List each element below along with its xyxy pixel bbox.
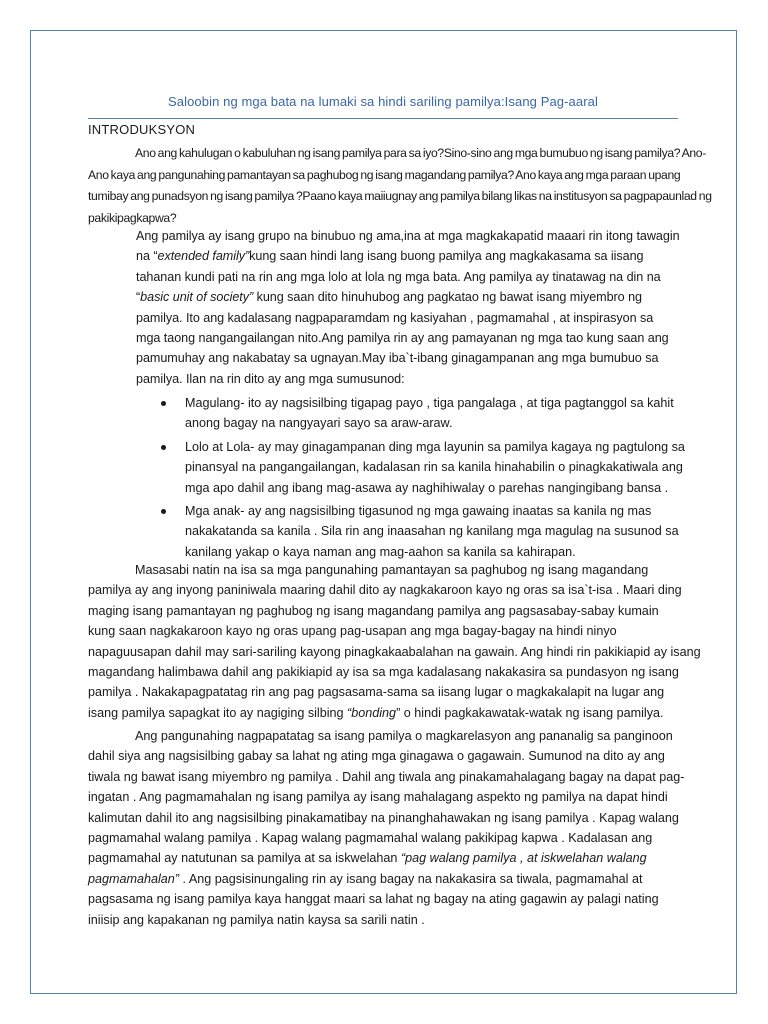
list-item-line: pinansyal na pangangailangan, kadalasan rin sa kanila hinahabilin o pinagkakatiwala ang <box>185 460 683 475</box>
paragraph-line: ingatan . Ang pagmamahalan ng isang pamilya ay isang mahalagang aspekto ng pamilya na dapat hindi <box>88 790 668 805</box>
italic-quote: pagmamahalan” <box>88 871 180 886</box>
paragraph-line: tahanan kundi pati na rin ang mga lolo at lola ng mga bata. Ang pamilya ay tinatawag na din na <box>136 269 661 284</box>
section-heading: INTRODUKSYON <box>88 122 196 137</box>
text-run: kung saan dito hinuhubog ang pagkatao ng bawat isang miyembro ng <box>253 290 642 305</box>
paragraph-line: mga taong nangangailangan nito.Ang pamilya rin ay ang pamayanan ng mga tao kung saan ang <box>136 331 669 346</box>
text-run: isang pamilya sapagkat ito ay nagiging silbing <box>88 705 348 720</box>
list-item-line: Mga anak- ay ang nagsisilbing tigasunod ng mga gawaing inaatas sa kanila ng mas <box>185 504 652 519</box>
paragraph-line: pagmamahal walang pamilya . Kapag walang pagmamahal walang pakikipag kapwa . Kadalasan ang <box>88 831 653 846</box>
paragraph-line: napaguusapan dahil may sari-sariling kayong pinagkakaabalahan na gawain. Ang hindi rin pakikiapid ay isang <box>88 644 701 659</box>
text-run: kung saan hindi lang isang buong pamilya ang magkakasama sa iisang <box>249 249 644 264</box>
paragraph-line <box>88 703 678 723</box>
italic-term: basic unit of society” <box>140 290 254 305</box>
paragraph-line: Ang pamilya ay isang grupo na binubuo ng ama,ina at mga magkakapatid maaari rin itong tawagin <box>136 229 680 243</box>
paragraph-line: magandang halimbawa dahil ang pakikiapid ay isa sa mga kadalasang nakakasira sa pundasyon ng isang <box>88 665 679 680</box>
list-item <box>136 393 681 434</box>
paragraph-family-definition <box>136 226 680 389</box>
paragraph-line <box>136 246 680 266</box>
paragraph-line: kung saan nagkakaroon kayo ng oras upang pag-usapan ang mga bagay-bagay na hindi ninyo <box>88 624 617 639</box>
intro-line: pakikipagkapwa? <box>88 210 177 225</box>
list-item-line: mga apo dahil ang ibang mag-asawa ay naghihiwalay o parehas nangingibang bansa . <box>185 480 669 495</box>
family-roles-list <box>136 393 685 565</box>
intro-line: Ano kaya ang pangunahing pamantayan sa paghubog ng isang magandang pamilya? Ano kaya ang mga paraan upang <box>88 167 681 182</box>
bullet-icon <box>161 401 166 406</box>
intro-line: Ano ang kahulugan o kabuluhan ng isang pamilya para sa iyo?Sino-sino ang mga bumubuo ng isang pamilya? Ano- <box>135 146 706 160</box>
paragraph-line: pamilya ay ang inyong paniniwala maaring dahil dito ay nagkakaroon kayo ng oras sa isa`t-isa . Maari ding <box>88 583 682 598</box>
list-item-line: Magulang- ito ay nagsisilbing tigapag payo , tiga pangalaga , at tiga pagtanggol sa kahit <box>185 396 674 410</box>
bullet-icon <box>161 509 166 514</box>
paragraph-line: kalimutan dahil ito ang nagsisilbing pinakamatibay na pinanghahawakan ng isang pamilya . Kapag walang <box>88 810 679 825</box>
paragraph-line <box>136 287 680 307</box>
paragraph-line: pamilya. Ilan na rin dito ay ang mga sumusunod: <box>136 371 405 386</box>
paragraph-line: pamilya. Ito ang kadalasang nagpaparamdam ng kasiyahan , pagmamahal , at inspirasyon sa <box>136 310 654 325</box>
paragraph-line: pagsasama ng isang pamilya kaya hanggat maari sa lahat ng bagay na ating gagawin ay palagi nating <box>88 892 659 907</box>
list-item <box>136 501 681 562</box>
text-run: ” o hindi pagkakawatak-watak ng isang pamilya. <box>396 705 664 720</box>
intro-questions <box>88 143 712 229</box>
intro-line: tumibay ang punadsyon ng isang pamilya ?Paano kaya maiiugnay ang pamilya bilang likas na institusyon sa pagpapaunlad ng <box>88 189 712 203</box>
paragraph-line <box>88 848 678 868</box>
text-run: . Ang pagsisinungaling rin ay isang bagay na nakakasira sa tiwala, pagmamahal at <box>179 871 643 886</box>
text-run: pagmamahal ay natutunan sa pamilya at sa iskwelahan <box>88 851 401 866</box>
text-run: “ <box>136 290 141 305</box>
paragraph-line: Ang pangunahing nagpapatatag sa isang pamilya o magkarelasyon ang pananalig sa panginoon <box>135 729 673 743</box>
list-item-line: kanilang yakap o kaya naman ang mag-aahon sa kanila sa kahirapan. <box>185 544 576 559</box>
paragraph-line: tiwala ng bawat isang miyembro ng pamilya . Dahil ang tiwala ang pinakamahalagang bagay na dapat pag- <box>88 769 685 784</box>
paragraph-line: Masasabi natin na isa sa mga pangunahing pamantayan sa paghubog ng isang magandang <box>135 563 649 577</box>
paragraph-line: maging isang pamantayan ng paghubog ng isang magandang pamilya ang pagsasabay-sabay kumain <box>88 603 659 618</box>
paragraph-line: pamumuhay ang nakabatay sa ugnayan.May iba`t-ibang ginagampanan ang mga bumubuo sa <box>136 351 659 366</box>
paragraph-line: dahil siya ang nagsisilbing gabay sa lahat ng ating mga ginagawa o gagawain. Sumunod na dito ay ang <box>88 749 665 764</box>
paragraph-line <box>88 869 678 889</box>
list-item-line: Lolo at Lola- ay may ginagampanan ding mga layunin sa pamilya kagaya ng pagtulong sa <box>185 439 685 454</box>
paragraph-line: iniisip ang kapakanan ng pamilya natin kaysa sa sarili natin . <box>88 912 425 927</box>
title-underline <box>88 118 678 119</box>
text-run: na “ <box>136 249 158 264</box>
italic-term: extended family” <box>157 249 250 264</box>
list-item-line: anong bagay na nangyayari sayo sa araw-araw. <box>185 416 453 431</box>
list-item <box>136 437 685 498</box>
paragraph-standards <box>88 560 701 723</box>
italic-quote: “pag walang pamilya , at iskwelahan walang <box>400 851 647 866</box>
bullet-icon <box>161 445 166 450</box>
paragraph-foundations <box>88 726 685 930</box>
italic-term: “bonding <box>347 705 397 720</box>
list-item-line: nakakatanda sa kanila . Sila rin ang inaasahan ng kanilang mga magulag na susunod sa <box>185 524 679 539</box>
document-title: Saloobin ng mga bata na lumaki sa hindi sariling pamilya:Isang Pag-aaral <box>168 94 598 109</box>
paragraph-line: pamilya . Nakakapagpatatag rin ang pag pagsasama-sama sa iisang lugar o magkakalapit na lugar ang <box>88 685 665 700</box>
